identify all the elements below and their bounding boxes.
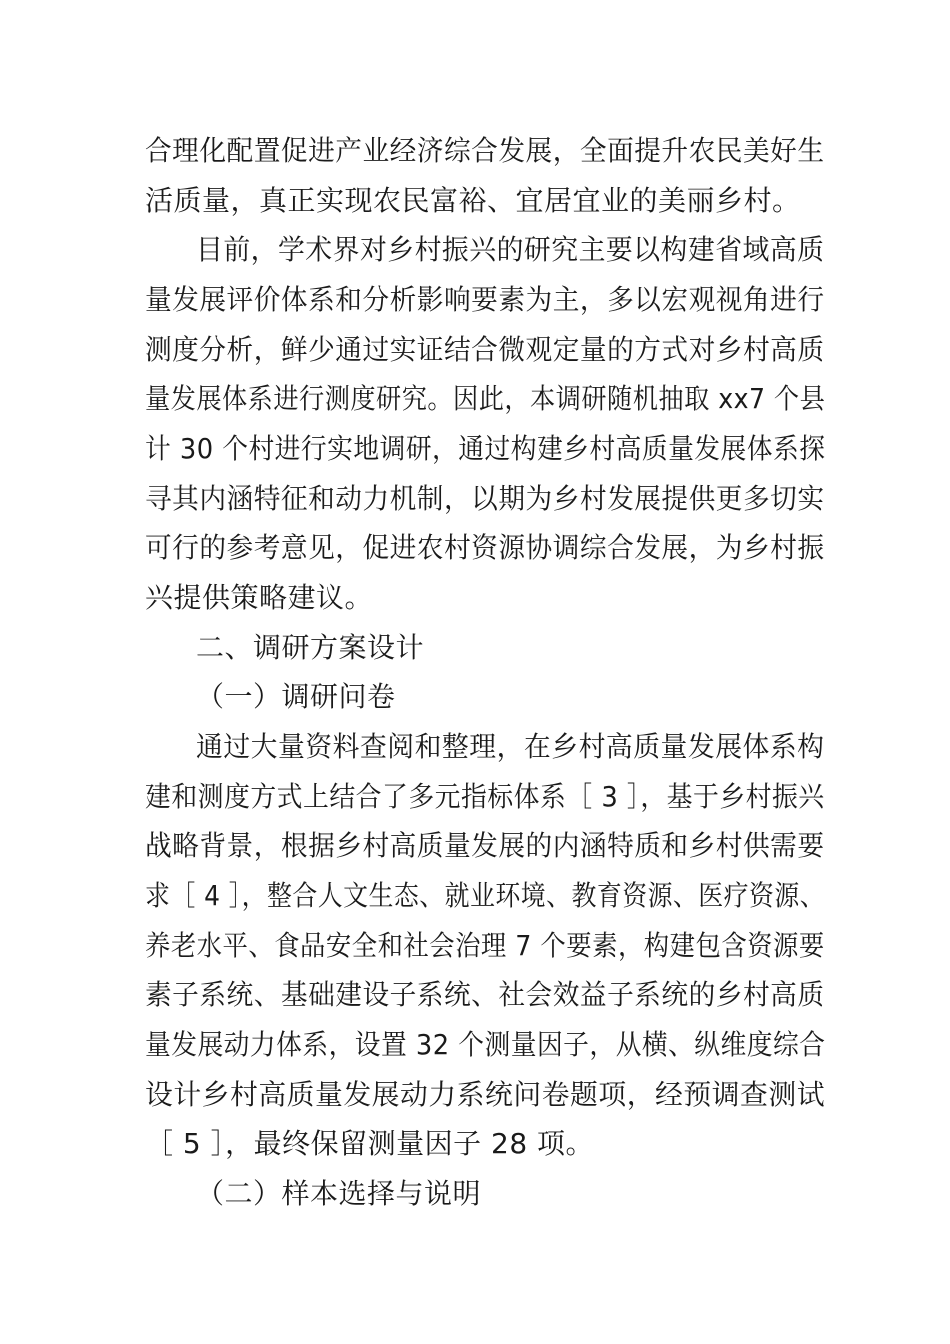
text-line: 素子系统、基础建设子系统、社会效益子系统的乡村高质 (145, 978, 825, 1011)
text-line: 设计乡村高质量发展动力系统问卷题项，经预调查测试 (145, 1078, 826, 1111)
text-line: 测度分析，鲜少通过实证结合微观定量的方式对乡村高质 (145, 333, 825, 366)
text-line: 可行的参考意见，促进农村资源协调综合发展，为乡村振 (145, 531, 825, 564)
text-line: 量发展动力体系，设置 32 个测量因子，从横、纵维度综合 (145, 1028, 826, 1061)
text-line: 建和测度方式上结合了多元指标体系［ 3 ］，基于乡村振兴 (145, 780, 825, 813)
subsection-heading: （一）调研问卷 (196, 680, 396, 713)
text-line: 活质量，真正实现农民富裕、宜居宜业的美丽乡村。 (145, 184, 801, 217)
subsection-heading: （二）样本选择与说明 (196, 1177, 482, 1210)
text-line: 量发展体系进行测度研究。因此，本调研随机抽取 xx7 个县 (145, 382, 826, 415)
section-heading: 二、调研方案设计 (196, 631, 425, 664)
text-line: ［ 5 ］，最终保留测量因子 28 项。 (145, 1127, 595, 1160)
text-line: 计 30 个村进行实地调研，通过构建乡村高质量发展体系探 (145, 432, 826, 465)
text-line: 养老水平、食品安全和社会治理 7 个要素，构建包含资源要 (145, 929, 825, 962)
text-line: 合理化配置促进产业经济综合发展，全面提升农民美好生 (145, 134, 825, 167)
text-line: 战略背景，根据乡村高质量发展的内涵特质和乡村供需要 (145, 829, 825, 862)
text-line: 寻其内涵特征和动力机制，以期为乡村发展提供更多切实 (145, 482, 825, 515)
text-line: 兴提供策略建议。 (145, 581, 374, 614)
text-line: 目前，学术界对乡村振兴的研究主要以构建省域高质 (196, 233, 825, 266)
text-line: 求［ 4 ］，整合人文生态、就业环境、教育资源、医疗资源、 (145, 879, 826, 912)
text-line: 通过大量资料查阅和整理，在乡村高质量发展体系构 (196, 730, 825, 763)
text-line: 量发展评价体系和分析影响要素为主，多以宏观视角进行 (145, 283, 825, 316)
